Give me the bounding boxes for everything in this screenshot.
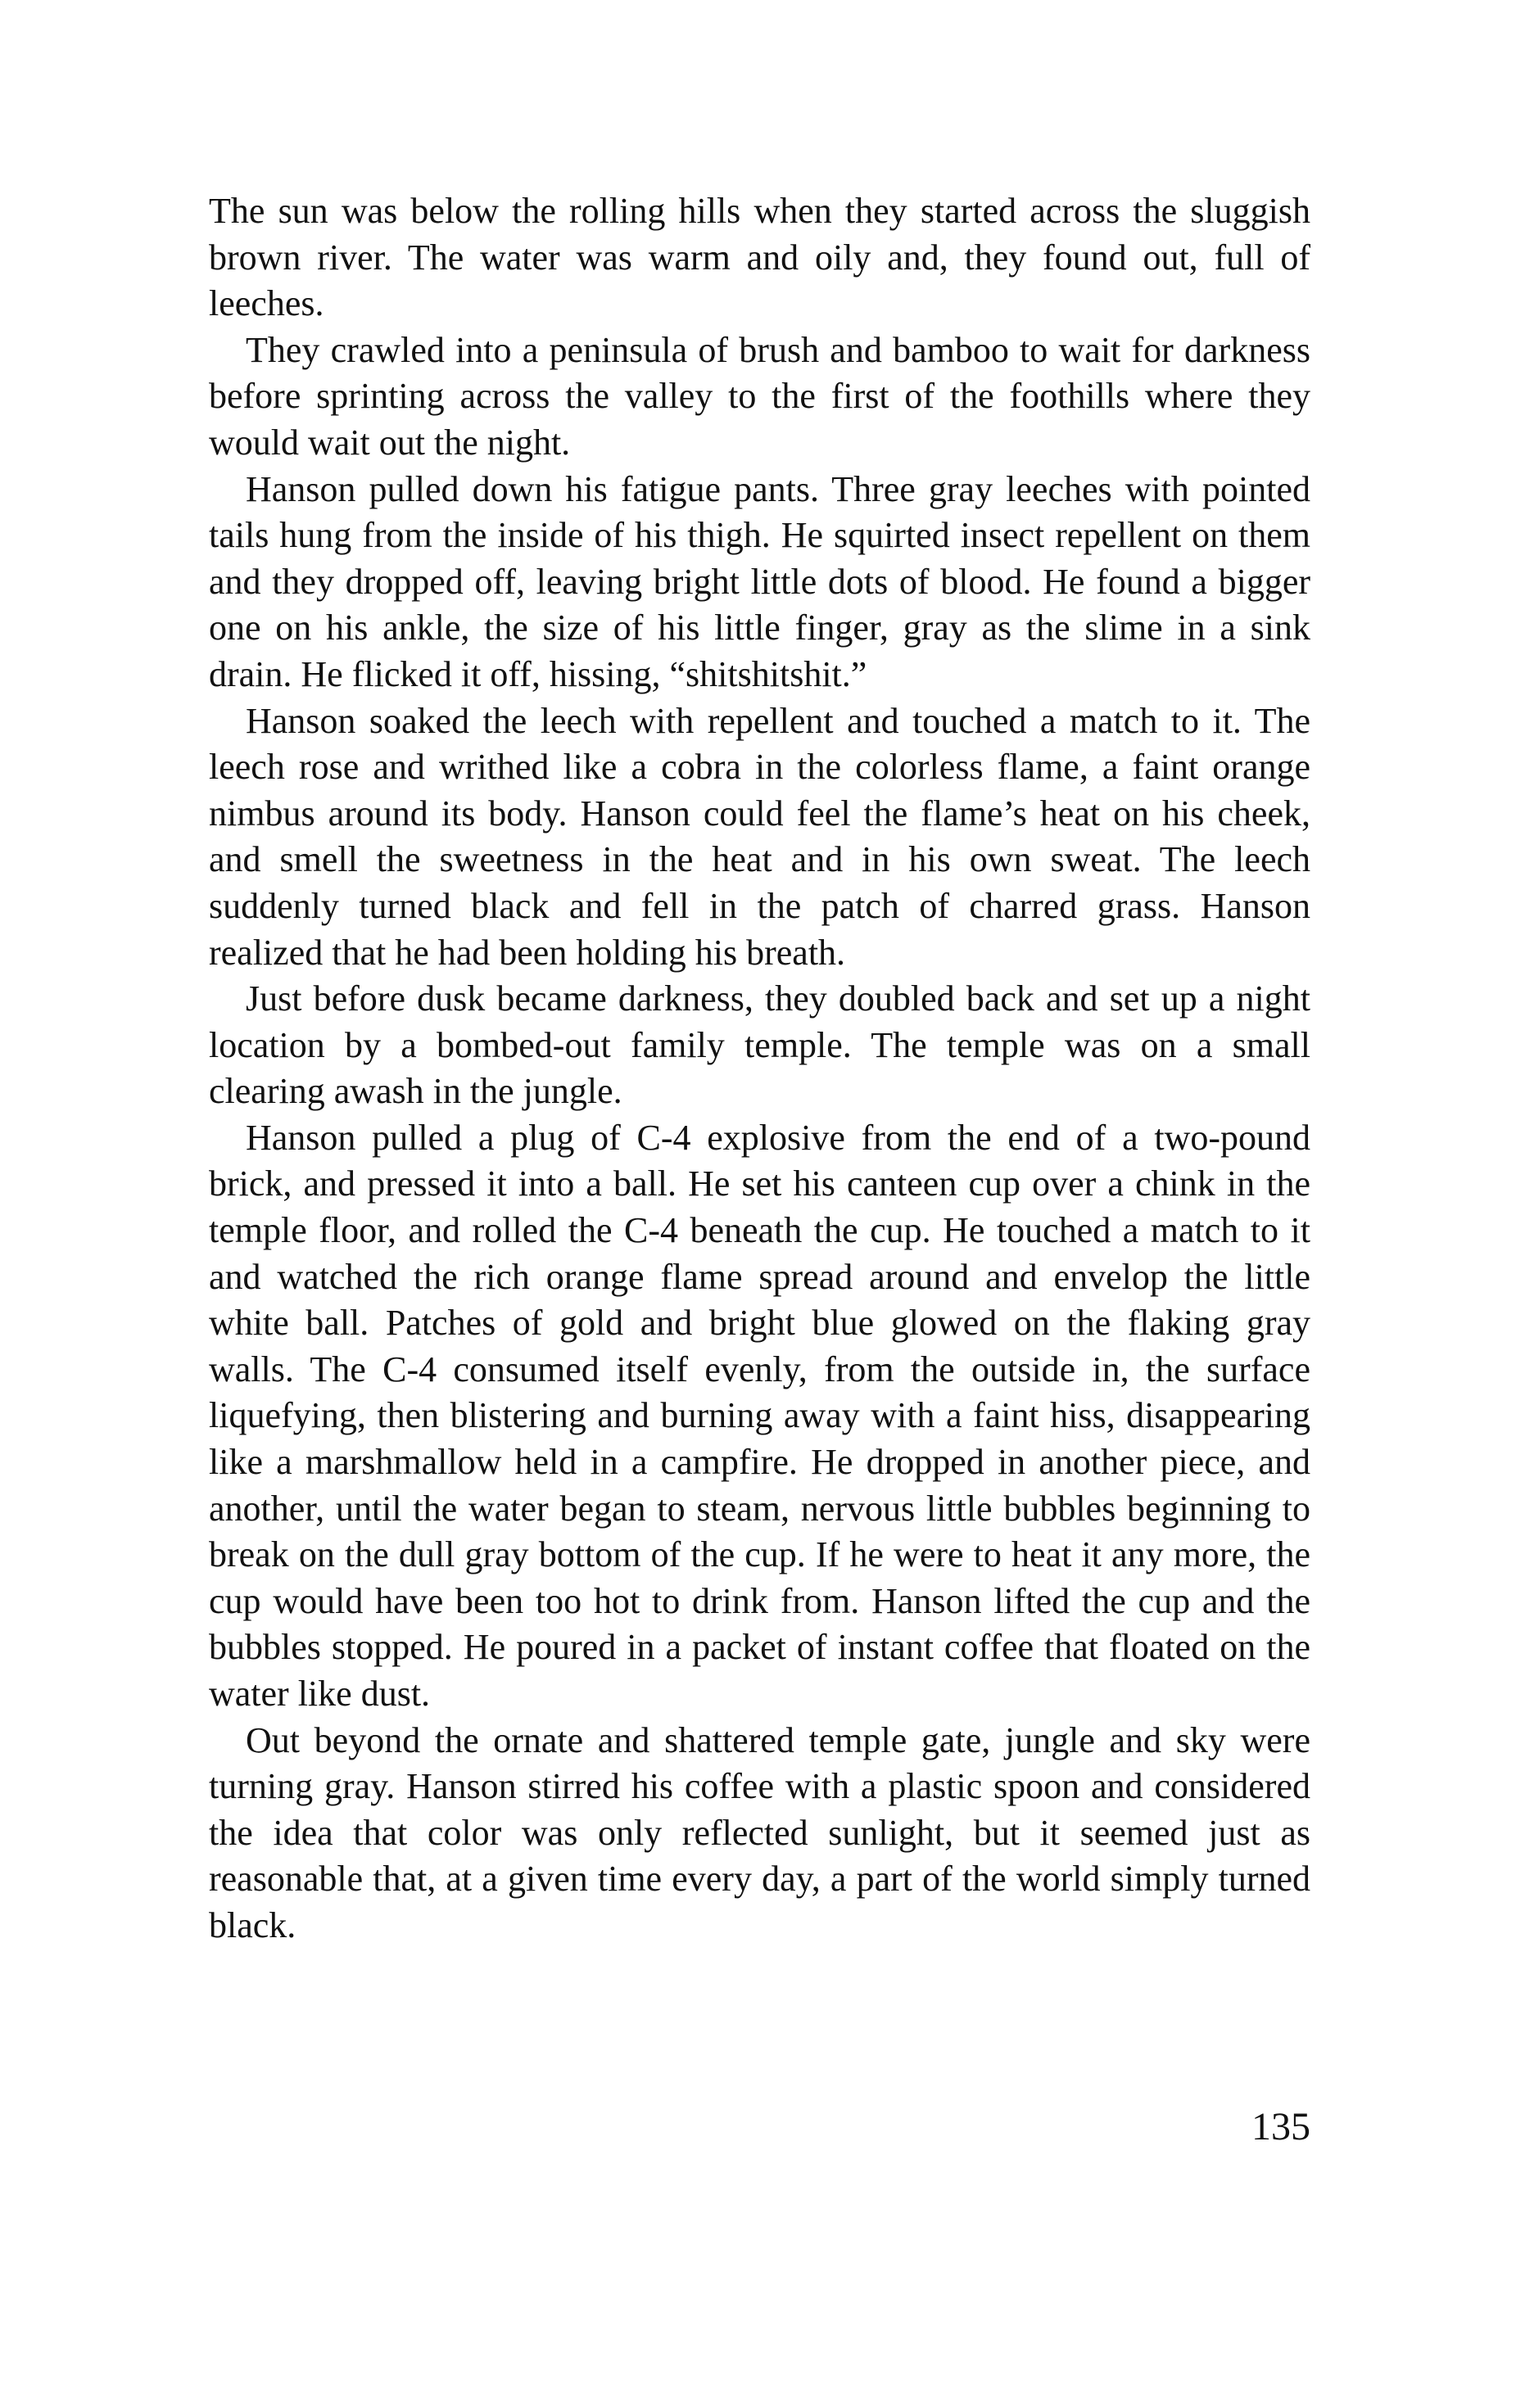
paragraph-7: Out beyond the ornate and shattered temple gate, jungle and sky were turning gray. Hanson stirred his coffee with a plastic spoon and considered the idea that color was only reflected sunlight, but it seemed just as reasonable that, at a given time every day, a part of the world simply turned black. xyxy=(209,1719,1310,1945)
paragraph-6: Hanson pulled a plug of C-4 explosive from the end of a two-pound brick, and pressed it into a ball. He set his canteen cup over a chink in the temple floor, and rolled the C-4 beneath the cup. He touched a match to it and watched the rich orange flame spread around and envelop the little white ball. Patches of gold and bright blue glowed on the flaking gray walls. The C-4 consumed itself evenly, from the outside in, the surface liquefying, then blistering and burning away with a faint hiss, disappearing like a marshmallow held in a campfire. He dropped in another piece, and another, until the water began to steam, nervous little bubbles beginning to break on the dull gray bottom of the cup. If he were to heat it any more, the cup would have been too hot to drink from. Hanson lifted the cup and the bubbles stopped. He poured in a packet of instant coffee that floated on the water like dust. xyxy=(209,1117,1310,1714)
page-body xyxy=(209,188,1310,1949)
paragraph-2: They crawled into a peninsula of brush and bamboo to wait for darkness before sprinting across the valley to the first of the foothills where they would wait out the night. xyxy=(209,329,1310,463)
paragraph-4: Hanson soaked the leech with repellent and touched a match to it. The leech rose and writhed like a cobra in the colorless flame, a faint orange nimbus around its body. Hanson could feel the flame’s heat on his cheek, and smell the sweetness in the heat and in his own sweat. The leech suddenly turned black and fell in the patch of charred grass. Hanson realized that he had been holding his breath. xyxy=(209,700,1310,973)
paragraph-5: Just before dusk became darkness, they doubled back and set up a night location by a bombed-out family temple. The temple was on a small clearing awash in the jungle. xyxy=(209,978,1310,1112)
page-number: 135 xyxy=(1251,2105,1310,2148)
paragraph-3: Hanson pulled down his fatigue pants. Three gray leeches with pointed tails hung from the inside of his thigh. He squirted insect repellent on them and they dropped off, leaving bright little dots of blood. He found a bigger one on his ankle, the size of his little finger, gray as the slime in a sink drain. He flicked it off, hissing, “shitshitshit.” xyxy=(209,468,1310,694)
paragraph-1: The sun was below the rolling hills when they started across the sluggish brown river. The water was warm and oily and, they found out, full of leeches. xyxy=(209,191,1310,324)
